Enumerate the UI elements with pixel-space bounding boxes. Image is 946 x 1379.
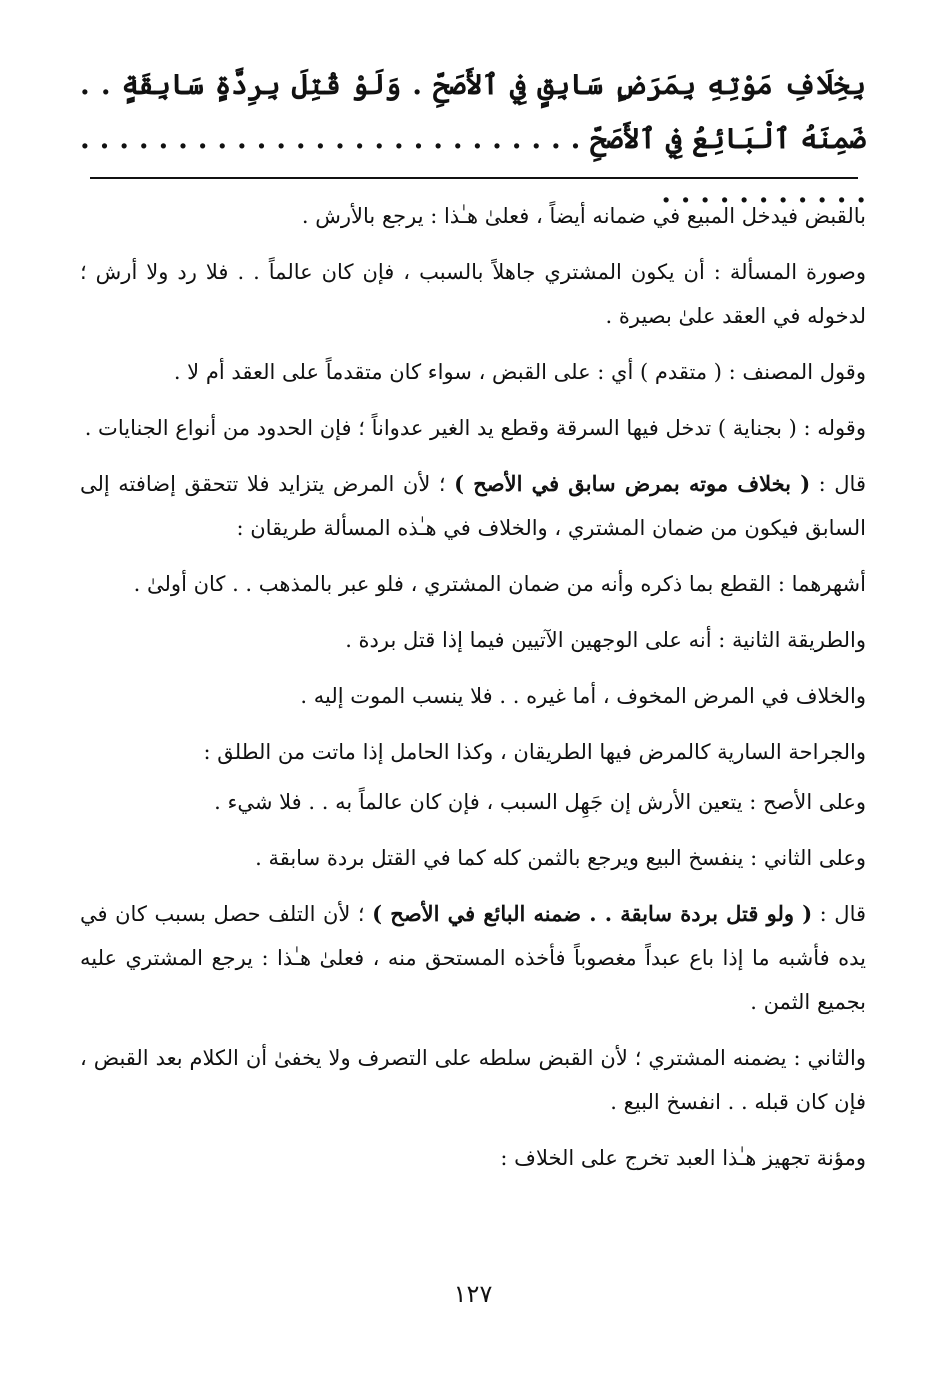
quote-prefix: قال : (810, 472, 866, 496)
paragraph-text: بالقبض فيدخل المبيع في ضمانه أيضاً ، فعلىٰ هـٰذا : يرجع بالأرش . (301, 204, 866, 228)
commentary-paragraph (80, 350, 866, 394)
page-number: ١٢٧ (453, 1280, 493, 1308)
matn-text: بِخِلَافِ مَوْتِهِ بِمَرَضٍ سَابِقٍ فِي ٱلأَصَحِّ . وَلَوْ قُتِلَ بِرِدَّةٍ سَابِقَةٍ . . ضَمِنَهُ ٱلْبَائِعُ فِي ٱلأَصَحِّ . . . . . . . . . . . . . . . . . . . . . . . . . . . . . . . . . . . . . (80, 68, 866, 209)
separator-rule (90, 177, 858, 179)
paragraph-text: ؛ لأن المرض يتزايد فلا تتحقق إضافته إلى السابق فيكون من ضمان المشتري ، والخلاف في هـٰذه المسألة طريقان : (80, 472, 866, 540)
commentary-body (80, 194, 866, 1192)
commentary-paragraph (80, 780, 866, 824)
quoted-matn: ( بخلاف موته بمرض سابق في الأصح ) (454, 471, 811, 496)
commentary-paragraph (80, 562, 866, 606)
quote-prefix: قال : (812, 902, 867, 926)
paragraph-text: وعلى الأصح : يتعين الأرش إن جَهِل السبب ، فإن كان عالماً به . . فلا شيء . (214, 790, 866, 814)
commentary-paragraph (80, 1036, 866, 1124)
paragraph-text: وقول المصنف : ( متقدم ) أي : على القبض ، سواء كان متقدماً على العقد أم لا . (173, 360, 866, 384)
quoted-matn: ( ولو قتل بردة سابقة . . ضمنه البائع في الأصح ) (372, 901, 813, 926)
commentary-paragraph (80, 406, 866, 450)
commentary-paragraph (80, 892, 866, 1024)
paragraph-text: ومؤنة تجهيز هـٰذا العبد تخرج على الخلاف : (500, 1146, 866, 1170)
commentary-paragraph (80, 730, 866, 774)
commentary-paragraph (80, 674, 866, 718)
commentary-paragraph (80, 836, 866, 880)
commentary-paragraph (80, 462, 866, 550)
commentary-paragraph (80, 1136, 866, 1180)
commentary-paragraph (80, 618, 866, 662)
paragraph-text: والثاني : يضمنه المشتري ؛ لأن القبض سلطه على التصرف ولا يخفىٰ أن الكلام بعد القبض ، فإن كان قبله . . انفسخ البيع . (80, 1046, 866, 1114)
commentary-paragraph (80, 194, 866, 238)
paragraph-text: والخلاف في المرض المخوف ، أما غيره . . فلا ينسب الموت إليه . (300, 684, 866, 708)
paragraph-text: أشهرهما : القطع بما ذكره وأنه من ضمان المشتري ، فلو عبر بالمذهب . . كان أولىٰ . (133, 572, 866, 596)
paragraph-text: وصورة المسألة : أن يكون المشتري جاهلاً بالسبب ، فإن كان عالماً . . فلا رد ولا أرش ؛ لدخوله في العقد علىٰ بصيرة . (80, 260, 866, 328)
paragraph-text: ؛ لأن التلف حصل بسبب كان في يده فأشبه ما إذا باع عبداً مغصوباً فأخذه المستحق منه ، فعلىٰ هـٰذا : يرجع المشتري عليه بجميع الثمن . (80, 902, 866, 1014)
paragraph-text: والجراحة السارية كالمرض فيها الطريقان ، وكذا الحامل إذا ماتت من الطلق : (203, 740, 866, 764)
paragraph-text: وعلى الثاني : ينفسخ البيع ويرجع بالثمن كله كما في القتل بردة سابقة . (255, 846, 866, 870)
paragraph-text: والطريقة الثانية : أنه على الوجهين الآتيين فيما إذا قتل بردة . (345, 628, 866, 652)
commentary-paragraph (80, 250, 866, 338)
paragraph-text: وقوله : ( بجناية ) تدخل فيها السرقة وقطع يد الغير عدواناً ؛ فإن الحدود من أنواع الجنايات . (84, 416, 866, 440)
